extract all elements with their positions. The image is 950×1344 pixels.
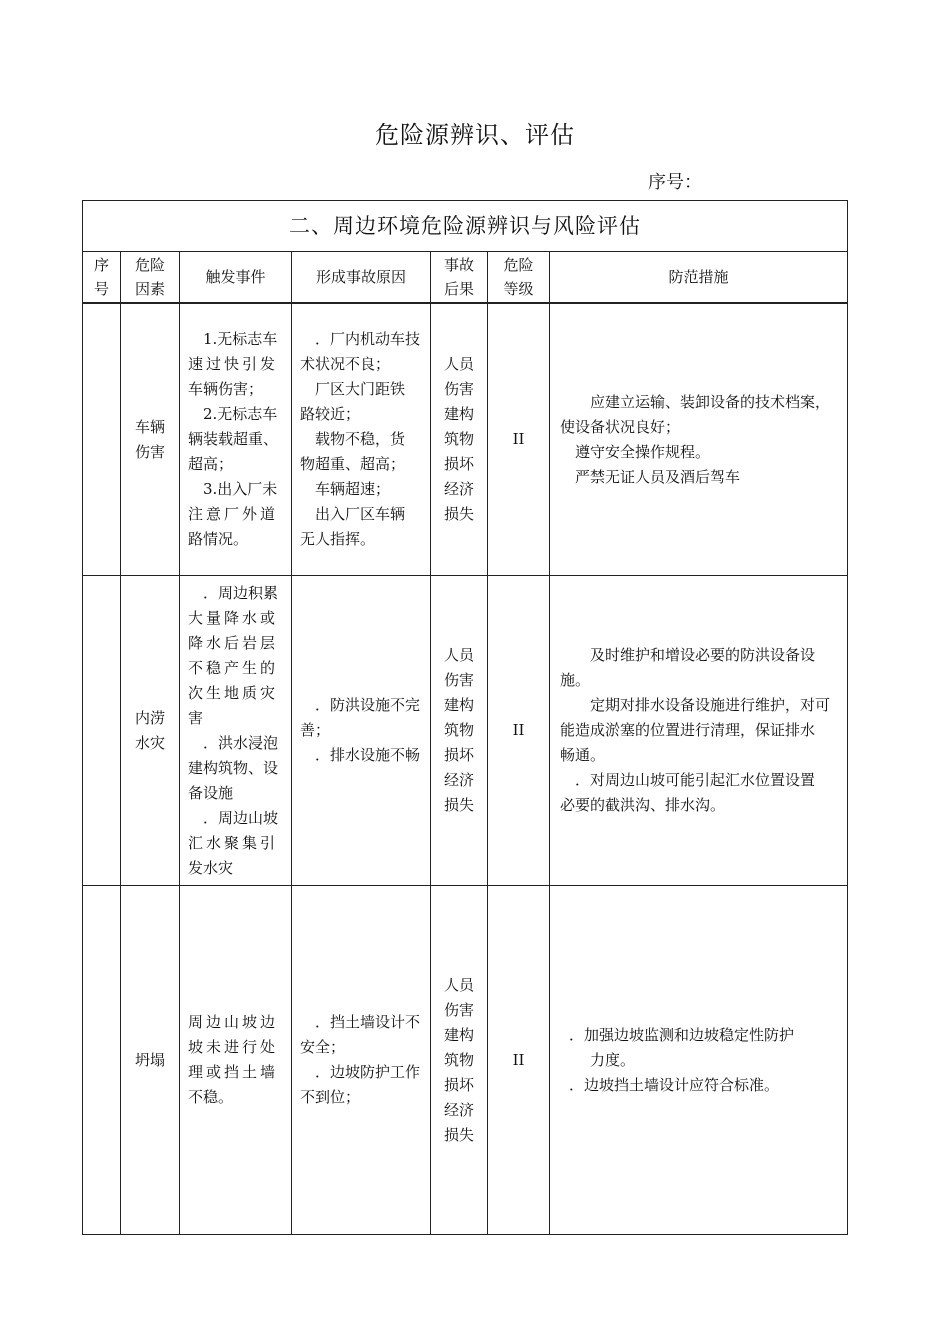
column-header-row	[83, 252, 848, 304]
prevention-measures: 及时维护和增设必要的防洪设备设 施。 定期对排水设备设施进行维护，对可 能造成淤塞的位置进行清理，保证排水 畅通。 ．对周边山坡可能引起汇水位置设置 必要的截洪沟、排水沟。	[550, 576, 848, 886]
prevention-measures: 应建立运输、装卸设备的技术档案， 使设备状况良好； 遵守安全操作规程。 严禁无证人员及酒后驾车	[550, 303, 848, 576]
accident-cause: ．厂内机动车技 术状况不良； 厂区大门距铁 路较近； 载物不稳，货 物超重、超高； 车辆超速； 出入厂区车辆 无人指挥。	[292, 303, 431, 576]
document-title: 危险源辨识、评估	[375, 121, 575, 149]
hazard-factor: 车辆 伤害	[121, 303, 180, 576]
table-row	[83, 303, 848, 576]
header-level: 危险 等级	[488, 252, 550, 304]
row-no	[83, 576, 121, 886]
accident-cause: ．挡土墙设计不 安全； ．边坡防护工作 不到位；	[292, 886, 431, 1235]
risk-level: II	[488, 303, 550, 576]
accident-cause: ．防洪设施不完 善； ．排水设施不畅	[292, 576, 431, 886]
hazard-factor: 内涝 水灾	[121, 576, 180, 886]
risk-level: II	[488, 576, 550, 886]
hazard-factor: 坍塌	[121, 886, 180, 1235]
row-no	[83, 303, 121, 576]
serial-number-label: 序号：	[648, 172, 702, 193]
trigger-event: ．周边积累 大量降水或 降水后岩层 不稳产生的 次生地质灾 害 ．洪水浸泡 建构筑物、设 备设施 ．周边山坡 汇水聚集引 发水灾	[180, 576, 292, 886]
header-trigger: 触发事件	[180, 252, 292, 304]
section-title: 二、周边环境危险源辨识与风险评估	[83, 201, 848, 252]
header-measures: 防范措施	[550, 252, 848, 304]
header-cause: 形成事故原因	[292, 252, 431, 304]
trigger-event: 1.无标志车 速过快引发 车辆伤害； 2.无标志车 辆装载超重、 超高； 3.出入厂未 注意厂外道 路情况。	[180, 303, 292, 576]
risk-assessment-table	[82, 200, 848, 1235]
prevention-measures: ．加强边坡监测和边坡稳定性防护 力度。 ．边坡挡土墙设计应符合标准。	[550, 886, 848, 1235]
risk-level: II	[488, 886, 550, 1235]
table-row	[83, 886, 848, 1235]
accident-consequence: 人员 伤害 建构 筑物 损坏 经济 损失	[431, 576, 488, 886]
trigger-event: 周边山坡边 坡未进行处 理或挡土墙 不稳。	[180, 886, 292, 1235]
section-header-row	[83, 201, 848, 252]
header-factor: 危险 因素	[121, 252, 180, 304]
accident-consequence: 人员 伤害 建构 筑物 损坏 经济 损失	[431, 303, 488, 576]
header-consequence: 事故 后果	[431, 252, 488, 304]
row-no	[83, 886, 121, 1235]
accident-consequence: 人员 伤害 建构 筑物 损坏 经济 损失	[431, 886, 488, 1235]
header-no: 序 号	[83, 252, 121, 304]
table-row	[83, 576, 848, 886]
